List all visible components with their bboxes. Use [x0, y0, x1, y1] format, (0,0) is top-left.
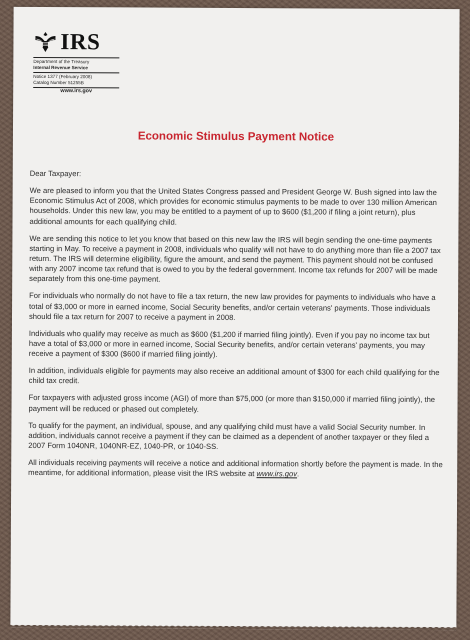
- paragraph: To qualify for the payment, an individual, spouse, and any qualifying child must have a valid Social Security number. In addition, individuals cannot receive a payment if they can be claimed as a dependent of another taxpayer or they filed a 2007 Form 1040NR, 1040NR-EZ, 1040-PR, or 1040-SS.: [28, 420, 430, 451]
- agency-full-name: Internal Revenue Service: [33, 64, 88, 70]
- notice-number: Notice 1377 (February 2008): [33, 74, 93, 80]
- paragraph: We are sending this notice to let you know that based on this new law the IRS will begin sending the one-time payments starting in May. To receive a payment in 2008, individuals who qualify will not have to do anything more than file a 2007 tax return. The IRS will determine eligibility, figure the amount, and send the payment. This payment should not be confused with any 2007 income tax refund that is owed to you by the federal government. Income tax refunds for 2007 will be made separately from this one-time payment.: [29, 233, 441, 285]
- paragraph: Individuals who qualify may receive as much as $600 ($1,200 if married filing jointly). Even if you pay no income tax but have a total of $3,000 or more in earned income, Social Security benefits, and/or certain veterans' payments, you may receive a payment of $300 ($600 if married filing jointly).: [28, 328, 430, 360]
- closing-period: .: [297, 469, 300, 479]
- eagle-emblem-icon: [33, 30, 57, 54]
- notice-title: Economic Stimulus Payment Notice: [137, 130, 335, 144]
- paragraph: For taxpayers with adjusted gross income (AGI) of more than $75,000 (or more than $150,000 if married filing jointly), the payment will be reduced or phased out completely.: [28, 393, 436, 414]
- paragraph: We are pleased to inform you that the United States Congress passed and President George W. Bush signed into law the Economic Stimulus Act of 2008, which provides for economic stimulus payments to be made to over 130 million American households. Under this new law, you may be entitled to a payment of up to $600 ($1,200 if filing a joint return), plus additional amounts for each qualifying child.: [29, 185, 437, 227]
- department-line: Department of the Treasury: [33, 58, 90, 65]
- salutation: Dear Taxpayer:: [29, 168, 82, 179]
- closing-text: All individuals receiving payments will receive a notice and additional information shortly before the payment is made. In the meantime, for additional information, please visit the IRS website at: [28, 457, 443, 479]
- paragraph: For individuals who normally do not have to file a tax return, the new law provides for payments to individuals who have a total of $3,000 or more in earned income, Social Security benefits, and/or certain veterans' payments. Those individuals should file a tax return for 2007 to receive a payment in 2008.: [28, 291, 436, 322]
- irs-logo: [33, 29, 119, 55]
- header-website: www.irs.gov: [60, 88, 92, 95]
- closing-paragraph: [28, 458, 444, 481]
- notice-paper: [10, 7, 459, 627]
- catalog-number: Catalog Number 51255B: [33, 79, 84, 85]
- agency-name: IRS: [60, 29, 101, 55]
- irs-website-link[interactable]: www.irs.gov: [256, 469, 298, 479]
- paragraph: In addition, individuals eligible for payments may also receive an additional amount of $300 for each child qualifying for the child tax credit.: [28, 366, 440, 386]
- irs-header-block: [33, 29, 119, 95]
- letter-body: [28, 169, 446, 487]
